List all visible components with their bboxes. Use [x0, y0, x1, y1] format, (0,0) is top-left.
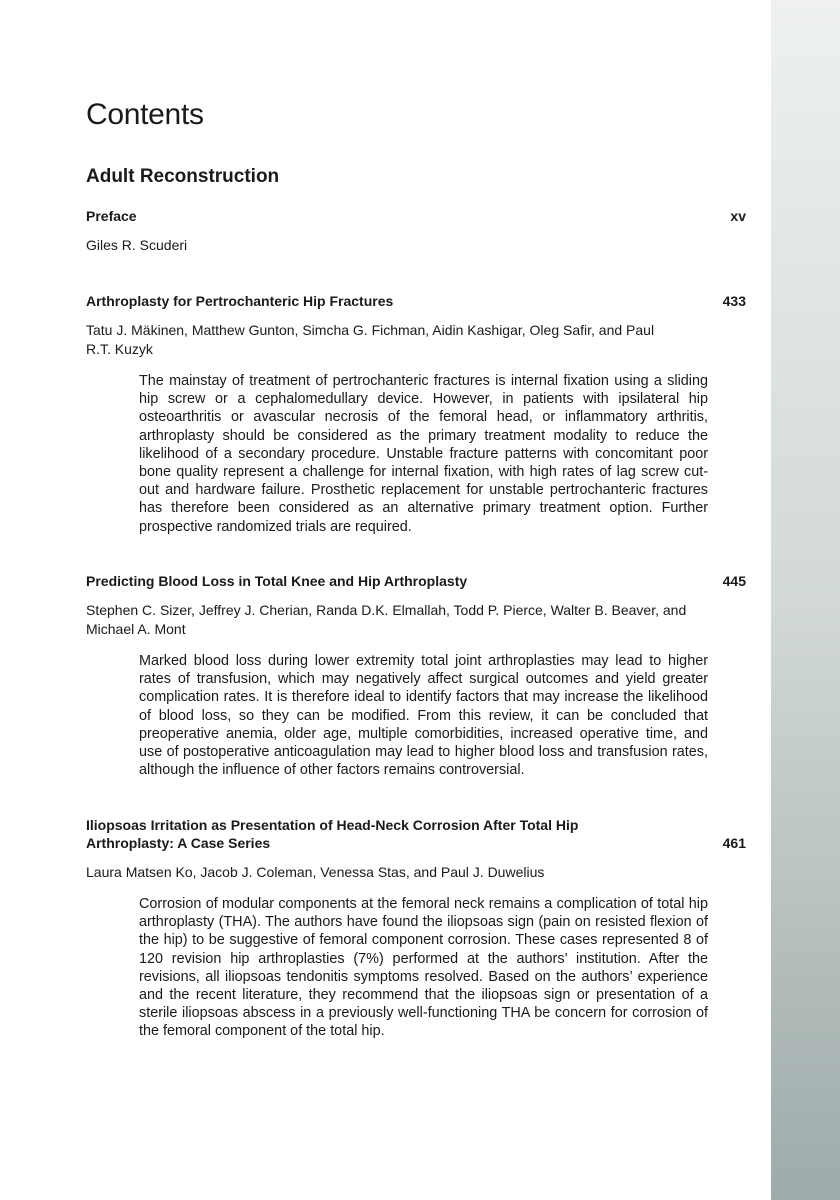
section-heading: Adult Reconstruction [86, 166, 280, 187]
entry-page-number: 445 [722, 573, 746, 589]
entry-authors: Stephen C. Sizer, Jeffrey J. Cherian, Randa D.K. Elmallah, Todd P. Pierce, Walter B. Beaver, and Michael A. Mont [86, 602, 687, 637]
entry-abstract: Corrosion of modular components at the femoral neck remains a complication of total hip arthroplasty (THA). The authors have found the iliopsoas sign (pain on resisted flexion of the hip) to be suggestive of femoral component corrosion. These cases represented 8 of 120 revision hip arthroplasties (7%) performed at the authors’ institution. After the revisions, all iliopsoas tendonitis symptoms resolved. Based on the authors’ experience and the recent literature, they recommend that the iliopsoas sign or presentation of a sterile iliopsoas abscess in a previously well-functioning THA be concern for corrosion of the femoral component of the total hip. [139, 896, 708, 1040]
entry-authors: Giles R. Scuderi [86, 237, 188, 253]
entry-abstract: Marked blood loss during lower extremity total joint arthroplasties may lead to higher rates of transfusion, which may negatively affect surgical outcomes and yield greater complication rates. It is therefore ideal to identify factors that may increase the likelihood of blood loss, so they can be modified. From this review, it can be concluded that preoperative anemia, older age, multiple comorbidities, increased operative time, and use of postoperative anticoagulation may lead to higher blood loss and transfusion rates, although the influence of other factors remains controversial. [139, 653, 708, 779]
entry-title: Preface [86, 208, 137, 224]
entry-page-number: 433 [722, 293, 746, 309]
toc-entry-preface [86, 207, 746, 255]
side-color-strip [771, 0, 840, 1200]
toc-entry-iliopsoas [86, 816, 746, 1041]
entry-page-number: xv [730, 208, 746, 224]
entry-abstract: The mainstay of treatment of pertrochanteric fractures is internal fixation using a sliding hip screw or a cephalomedullary device. However, in patients with ipsilateral hip osteoarthritis or avascular necrosis of the femoral head, or inflammatory arthritis, arthroplasty should be considered as the primary treatment modality to reduce the likelihood of a secondary procedure. Unstable fracture patterns with concomitant poor bone quality represent a challenge for internal fixation, with high rates of lag screw cut-out and hardware failure. Prosthetic replacement for unstable pertrochanteric fractures has therefore been considered as an alternative primary treatment option. Further prospective randomized trials are required. [139, 373, 708, 535]
toc-entry-pertrochanteric [86, 292, 746, 536]
entry-authors: Tatu J. Mäkinen, Matthew Gunton, Simcha G. Fichman, Aidin Kashigar, Oleg Safir, and Paul R.T. Kuzyk [86, 322, 655, 357]
toc-entry-blood-loss [86, 572, 746, 779]
entry-title: Iliopsoas Irritation as Presentation of Head-Neck Corrosion After Total Hip Arthroplasty: A Case Series [86, 817, 579, 851]
entry-title: Arthroplasty for Pertrochanteric Hip Fractures [86, 293, 394, 309]
entry-title: Predicting Blood Loss in Total Knee and Hip Arthroplasty [86, 573, 468, 589]
entry-authors: Laura Matsen Ko, Jacob J. Coleman, Venessa Stas, and Paul J. Duwelius [86, 864, 545, 880]
entry-page-number: 461 [722, 835, 746, 851]
page-title: Contents [86, 98, 204, 131]
